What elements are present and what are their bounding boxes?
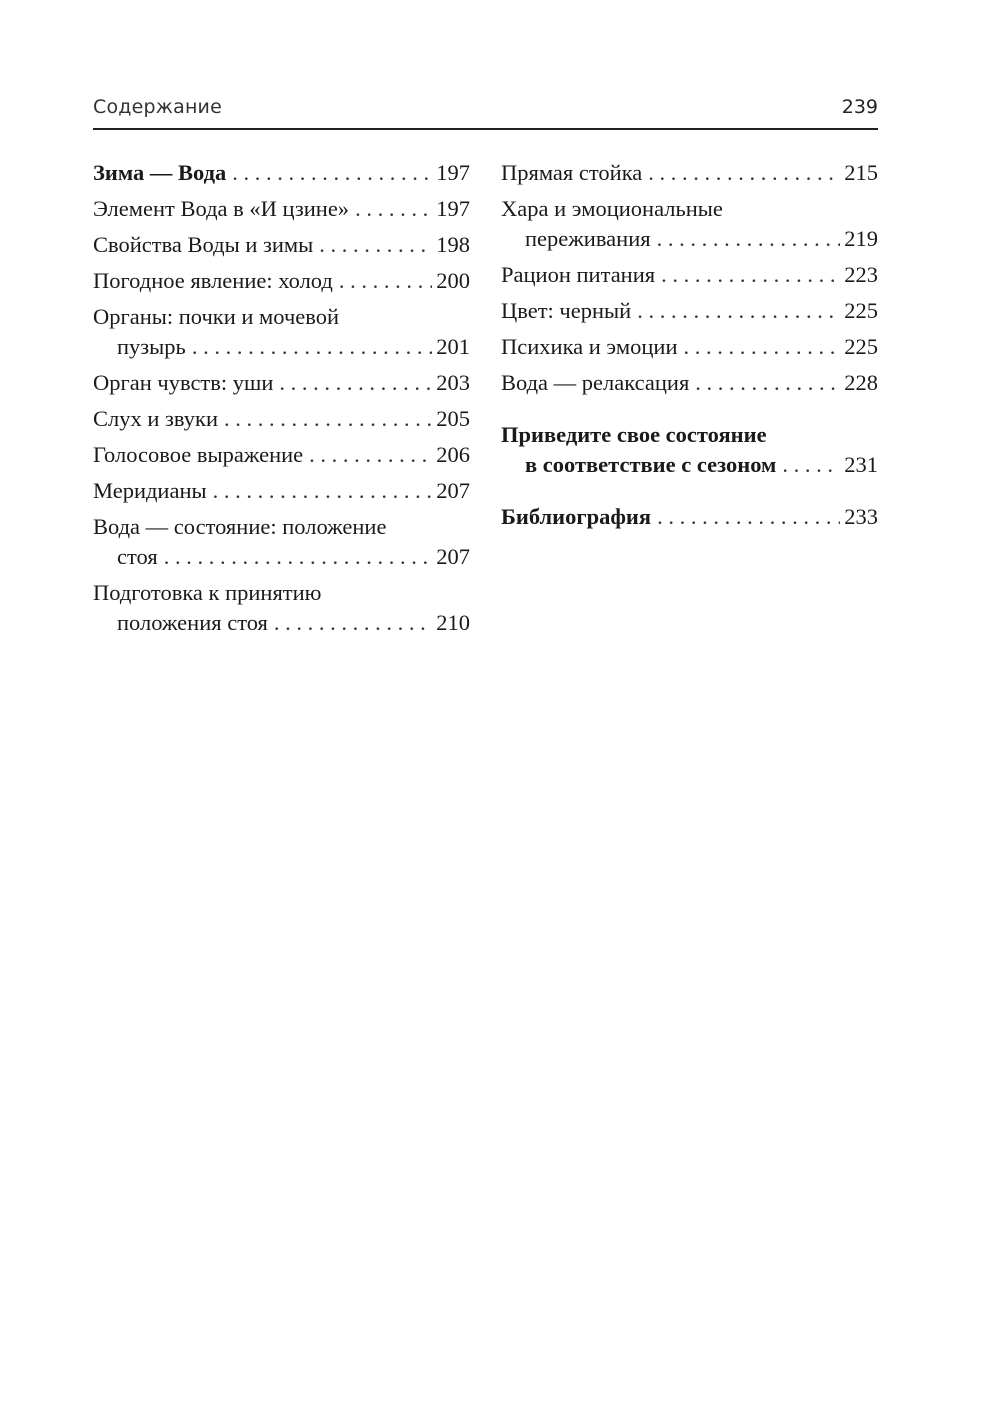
toc-entry: [501, 420, 878, 480]
toc-entry-line: [93, 194, 470, 224]
toc-entry-line: [93, 332, 470, 362]
dot-leader: [224, 404, 432, 434]
dot-leader: [657, 502, 840, 532]
page-number: 239: [841, 96, 878, 118]
toc-column-left: [93, 158, 470, 644]
toc-entry-title: Подготовка к принятию: [93, 580, 322, 605]
toc-entry-title: Вода — релаксация: [501, 370, 690, 395]
toc-entry-line: [501, 194, 878, 224]
toc-entry-page: 206: [436, 442, 470, 467]
toc-entry: [501, 260, 878, 290]
dot-leader: [319, 230, 432, 260]
toc-entry-line: [93, 542, 470, 572]
dot-leader: [648, 158, 840, 188]
toc-entry-line: [501, 260, 878, 290]
toc-entry-title: Свойства Воды и зимы: [93, 232, 314, 257]
toc-entry-title: Цвет: черный: [501, 298, 632, 323]
toc-entry: [93, 158, 470, 188]
toc-column-right: [501, 158, 878, 538]
toc-entry-page: 207: [436, 478, 470, 503]
toc-entry-line: [93, 512, 470, 542]
toc-entry: [93, 194, 470, 224]
dot-leader: [192, 332, 432, 362]
toc-entry: [501, 332, 878, 362]
toc-entry-line: [93, 578, 470, 608]
toc-entry: [93, 578, 470, 638]
toc-entry-page: 201: [436, 334, 470, 359]
toc-entry-page: 210: [436, 610, 470, 635]
dot-leader: [232, 158, 432, 188]
toc-entry-page: 197: [436, 160, 470, 185]
toc-entry-page: 225: [844, 334, 878, 359]
toc-entry-line: [501, 450, 878, 480]
dot-leader: [213, 476, 433, 506]
dot-leader: [684, 332, 841, 362]
toc-entry-page: 228: [844, 370, 878, 395]
toc-entry-title: Зима — Вода: [93, 160, 227, 185]
toc-entry-line: [93, 266, 470, 296]
toc-entry-line: [501, 420, 878, 450]
toc-entry: [501, 158, 878, 188]
toc-entry-page: 200: [436, 268, 470, 293]
toc-entry-page: 233: [844, 504, 878, 529]
toc-entry-title: Прямая стойка: [501, 160, 643, 185]
toc-entry-page: 207: [436, 544, 470, 569]
dot-leader: [782, 450, 840, 480]
toc-entry-line: [501, 368, 878, 398]
toc-entry-line: [93, 476, 470, 506]
toc-entry-page: 223: [844, 262, 878, 287]
toc-entry-page: 219: [844, 226, 878, 251]
toc-entry-line: [93, 404, 470, 434]
toc-entry-page: 225: [844, 298, 878, 323]
toc-entry-line: [501, 332, 878, 362]
toc-entry-title: Вода — состояние: положение: [93, 514, 387, 539]
dot-leader: [695, 368, 840, 398]
toc-entry-line: [501, 296, 878, 326]
toc-entry: [93, 512, 470, 572]
toc-entry: [93, 230, 470, 260]
toc-entry-title: в соответствие с сезоном: [525, 452, 777, 477]
toc-entry-title: Меридианы: [93, 478, 207, 503]
dot-leader: [339, 266, 432, 296]
dot-leader: [164, 542, 433, 572]
dot-leader: [637, 296, 840, 326]
toc-entry-title: Слух и звуки: [93, 406, 218, 431]
toc-entry-title: Голосовое выражение: [93, 442, 304, 467]
toc-entry-title: Органы: почки и мочевой: [93, 304, 340, 329]
toc-entry-page: 203: [436, 370, 470, 395]
dot-leader: [661, 260, 840, 290]
running-header-title: Содержание: [93, 96, 222, 118]
dot-leader: [355, 194, 432, 224]
toc-entry: [93, 404, 470, 434]
toc-entry-title: Рацион питания: [501, 262, 656, 287]
toc-entry: [501, 368, 878, 398]
toc-entry-page: 197: [436, 196, 470, 221]
toc-entry-line: [93, 440, 470, 470]
toc-entry-page: 215: [844, 160, 878, 185]
toc-entry-title: Элемент Вода в «И цзине»: [93, 196, 350, 221]
toc-entry-title: Библиография: [501, 504, 652, 529]
toc-entry: [93, 302, 470, 362]
toc-entry-title: Приведите свое состояние: [501, 422, 767, 447]
toc-entry-title: Хара и эмоциональные: [501, 196, 723, 221]
toc-entry-title: переживания: [525, 226, 651, 251]
toc-entry-page: 198: [436, 232, 470, 257]
toc-entry: [93, 476, 470, 506]
toc-entry-page: 205: [436, 406, 470, 431]
dot-leader: [657, 224, 841, 254]
toc-entry-title: Погодное явление: холод: [93, 268, 333, 293]
toc-entry: [93, 266, 470, 296]
toc-entry-line: [501, 158, 878, 188]
toc-entry: [501, 194, 878, 254]
toc-entry: [501, 296, 878, 326]
dot-leader: [274, 608, 432, 638]
toc-entry: [93, 368, 470, 398]
toc-entry-line: [93, 368, 470, 398]
toc-entry-line: [501, 224, 878, 254]
toc-entry-title: стоя: [117, 544, 158, 569]
toc-entry-title: пузырь: [117, 334, 186, 359]
running-header: [93, 94, 878, 130]
toc-entry-title: Психика и эмоции: [501, 334, 678, 359]
dot-leader: [309, 440, 432, 470]
dot-leader: [279, 368, 432, 398]
toc-entry-line: [93, 302, 470, 332]
toc-entry-title: положения стоя: [117, 610, 268, 635]
toc-entry: [93, 440, 470, 470]
toc-entry-line: [93, 230, 470, 260]
toc-entry-line: [93, 608, 470, 638]
toc-entry-line: [501, 502, 878, 532]
toc-entry-title: Орган чувств: уши: [93, 370, 274, 395]
toc-entry: [501, 502, 878, 532]
toc-entry-page: 231: [844, 452, 878, 477]
toc-entry-line: [93, 158, 470, 188]
